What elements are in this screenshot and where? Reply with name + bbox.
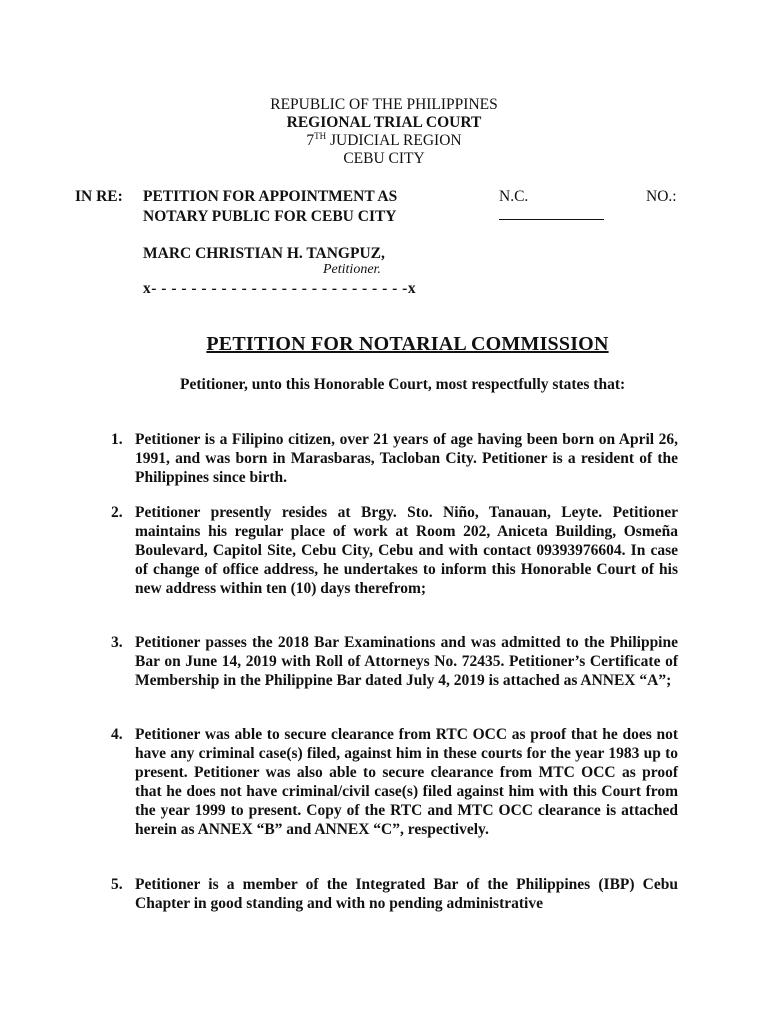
- petition-caption: [143, 187, 397, 227]
- header-republic: REPUBLIC OF THE PHILIPPINES: [270, 96, 498, 113]
- item-text: Petitioner is a member of the Integrated Bar of the Philippines (IBP) Cebu Chapter in good standing and with no pending administrative: [135, 876, 678, 912]
- item-number: 5.: [111, 876, 123, 893]
- item-text: Petitioner is a Filipino citizen, over 21 years of age having been born on April 26, 1991, and was born in Marasbaras, Tacloban City. Petitioner is a resident of the Philippines since birth.: [135, 431, 678, 486]
- item-text: Petitioner presently resides at Brgy. Sto. Niño, Tanauan, Leyte. Petitioner maintains his regular place of work at Room 202, Aniceta Building, Osmeña Boulevard, Capitol Site, Cebu City, Cebu and with contact 09393976604. In case of change of office address, he undertakes to inform this Honorable Court of his new address within ten (10) days therefrom;: [135, 504, 678, 597]
- intro-paragraph: Petitioner, unto this Honorable Court, most respectfully states that:: [180, 376, 626, 393]
- petitioner-label: Petitioner.: [323, 262, 381, 277]
- item-text: Petitioner was able to secure clearance from RTC OCC as proof that he does not have any criminal case(s) filed, against him in these courts for the year 1983 up to present. Petitioner was also able to secure clearance from MTC OCC as proof that he does not have criminal/civil case(s) filed against him with this Court from the year 1999 to present. Copy of the RTC and MTC OCC clearance is attached herein as: [135, 726, 678, 838]
- item-text: Petitioner passes the 2018 Bar Examinations and was admitted to the Philippine Bar on June 14, 2019 with Roll of Attorneys No. 72435. Petitioner’s Certificate of Membership in the Philippine Bar dated July 4, 2019 is attached as: [135, 634, 678, 689]
- list-item: [111, 503, 678, 598]
- item-number: 1.: [111, 431, 123, 448]
- annex-a: ANNEX “A”: [580, 672, 667, 689]
- header-region: 7TH JUDICIAL REGION: [306, 131, 462, 149]
- item-number: 4.: [111, 726, 123, 743]
- header-court: REGIONAL TRIAL COURT: [286, 114, 482, 131]
- document-title: PETITION FOR NOTARIAL COMMISSION: [206, 333, 609, 355]
- list-item: [111, 875, 678, 913]
- court-header: [0, 96, 768, 168]
- petition-caption-line1: PETITION FOR APPOINTMENT AS: [143, 188, 398, 205]
- caption-divider: x- - - - - - - - - - - - - - - - - - - - - - - - - -x: [143, 280, 417, 297]
- case-number-blank: [499, 207, 604, 225]
- no-label: NO.:: [646, 188, 677, 205]
- annex-b: ANNEX “B”: [197, 821, 283, 838]
- nc-label: N.C.: [499, 188, 529, 205]
- in-re-label: IN RE:: [75, 188, 123, 205]
- list-item: 4. Petitioner was able to secure clearance from RTC OCC as proof that he does not have any criminal case(s) filed, against him in these courts for the year 1983 up to present. Petitioner was also able to secure clearance from MTC OCC as proof that he does not have criminal/civil case(s) filed against him with this Court from the year 1999 to present. Copy of the RTC and MTC OCC clearance is attached herein as ANNEX “B” and ANNEX “C”, respectively.: [111, 726, 678, 838]
- item-number: 2.: [111, 504, 123, 521]
- list-item: 3. Petitioner passes the 2018 Bar Examinations and was admitted to the Philippine Bar on June 14, 2019 with Roll of Attorneys No. 72435. Petitioner’s Certificate of Membership in the Philippine Bar dated July 4, 2019 is attached as ANNEX “A”;: [111, 634, 678, 689]
- petitioner-name: MARC CHRISTIAN H. TANGPUZ,: [143, 245, 385, 262]
- header-city: CEBU CITY: [343, 150, 425, 167]
- item-number: 3.: [111, 634, 123, 651]
- petition-caption-line2: NOTARY PUBLIC FOR CEBU CITY: [143, 208, 397, 225]
- list-item: [111, 430, 678, 487]
- annex-c: ANNEX “C”: [314, 821, 400, 838]
